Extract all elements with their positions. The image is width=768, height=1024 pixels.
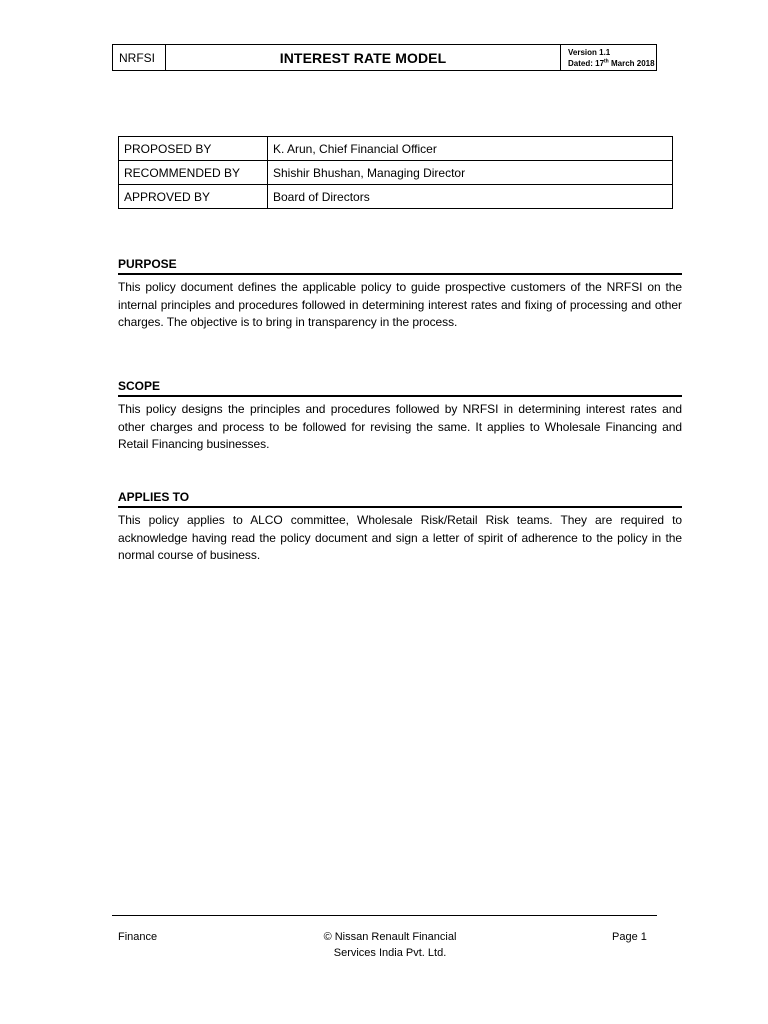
approval-name: Board of Directors <box>268 185 673 209</box>
approval-role: PROPOSED BY <box>119 137 268 161</box>
footer-company <box>290 929 490 961</box>
section-scope <box>118 378 682 454</box>
version-label: Version 1.1 <box>568 48 611 57</box>
table-row <box>119 185 673 209</box>
table-row <box>119 137 673 161</box>
header-org: NRFSI <box>113 45 166 70</box>
date-suffix: March 2018 <box>608 59 655 68</box>
table-row <box>119 161 673 185</box>
approval-role: RECOMMENDED BY <box>119 161 268 185</box>
footer-department: Finance <box>118 931 158 943</box>
section-heading: PURPOSE <box>118 257 177 271</box>
header-meta <box>560 45 656 70</box>
section-divider <box>118 273 682 275</box>
date-sup: th <box>604 58 609 65</box>
section-applies-to <box>118 489 682 565</box>
approval-table <box>118 136 673 209</box>
footer-company-line1: © Nissan Renault Financial <box>323 931 457 943</box>
document-title: INTEREST RATE MODEL <box>279 49 447 66</box>
document-header <box>112 44 657 71</box>
section-divider <box>118 395 682 397</box>
section-heading: APPLIES TO <box>118 490 190 504</box>
footer-divider <box>112 915 657 916</box>
footer-company-line2: Services India Pvt. Ltd. <box>333 947 447 959</box>
date-prefix: Dated: 17 <box>568 59 605 68</box>
section-divider <box>118 506 682 508</box>
approval-role: APPROVED BY <box>119 185 268 209</box>
section-purpose <box>118 256 682 332</box>
page-number: Page 1 <box>612 931 647 943</box>
section-heading: SCOPE <box>118 379 161 393</box>
approval-name: Shishir Bhushan, Managing Director <box>268 161 673 185</box>
section-body: This policy document defines the applicable policy to guide prospective customers of the NRFSI on the internal principles and procedures followed in determining interest rates and fixing of processing and other charges. The objective is to bring in transparency in the process. <box>118 280 682 329</box>
section-body: This policy applies to ALCO committee, Wholesale Risk/Retail Risk teams. They are required to acknowledge having read the policy document and sign a letter of spirit of adherence to the policy in the normal course of business. <box>118 513 682 562</box>
section-body: This policy designs the principles and procedures followed by NRFSI in determining interest rates and other charges and process to be followed for revising the same. It applies to Wholesale Financing and Retail Financing businesses. <box>118 402 682 451</box>
date-label <box>568 58 656 69</box>
approval-name: K. Arun, Chief Financial Officer <box>268 137 673 161</box>
